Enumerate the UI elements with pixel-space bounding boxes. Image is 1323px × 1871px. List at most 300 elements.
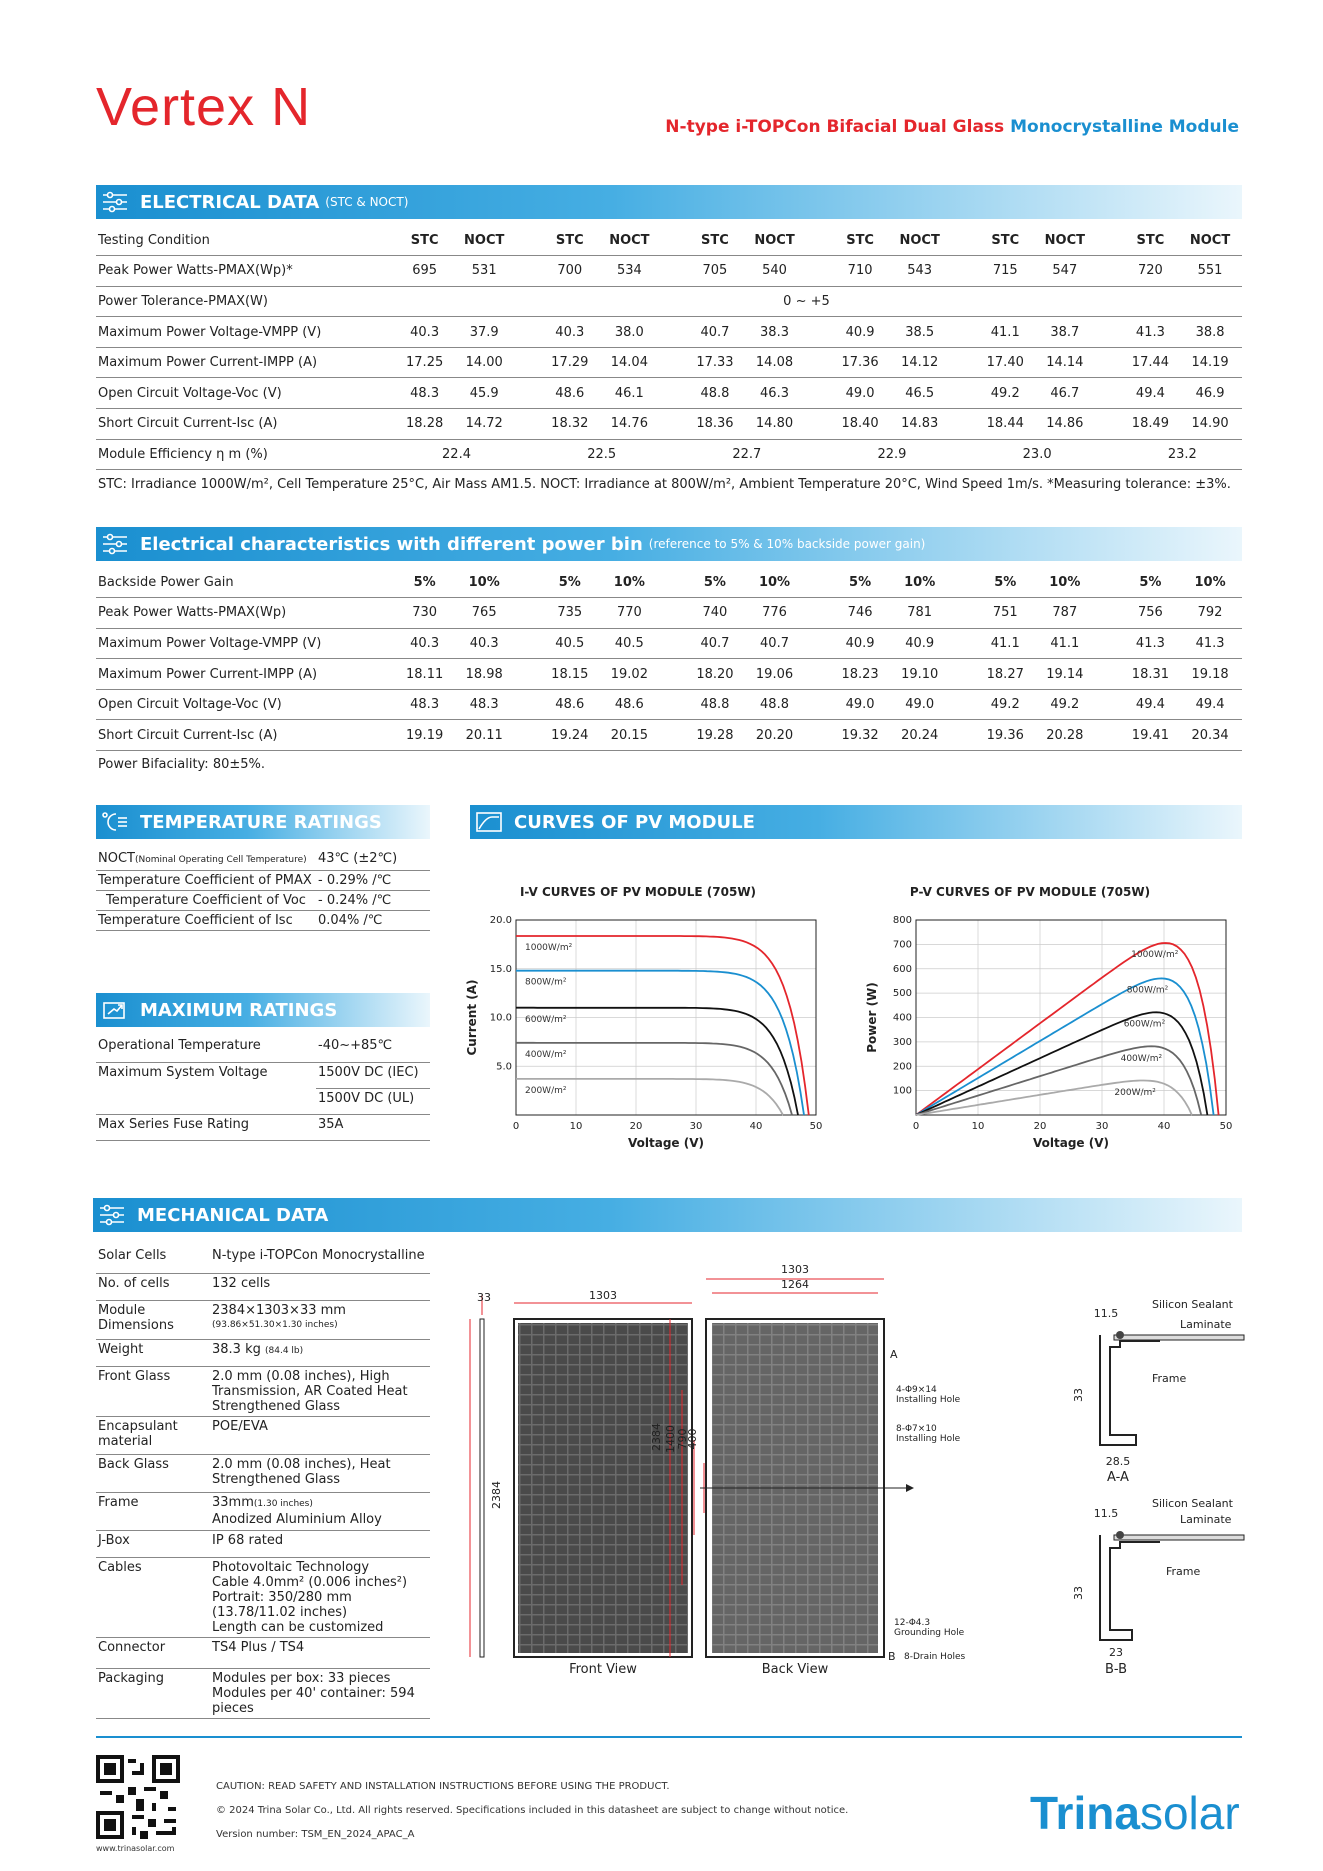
- cell-value: 14.12: [888, 347, 952, 378]
- cell-value: 49.4: [1178, 689, 1242, 720]
- dim-outer-width: 1303: [781, 1263, 809, 1276]
- cell-value: 5%: [661, 567, 742, 598]
- grounding-hole-callout: 12-Φ4.3: [894, 1618, 931, 1628]
- cell-value: 48.6: [516, 378, 597, 409]
- cell-value: 48.3: [452, 689, 516, 720]
- cell-value: 19.19: [371, 720, 452, 751]
- cell-value: 41.3: [1097, 317, 1178, 348]
- table-row: Weight 38.3 kg (84.4 lb): [96, 1339, 430, 1366]
- cell-value: STC: [371, 225, 452, 256]
- table-row: Encapsulant material POE/EVA: [96, 1416, 430, 1454]
- table-row: [96, 225, 1242, 256]
- x-axis-label: Voltage (V): [628, 1136, 704, 1150]
- row-label: Peak Power Watts-PMAX(Wp): [96, 598, 371, 629]
- cell-value: 14.08: [743, 347, 807, 378]
- cell-value: 20.11: [452, 720, 516, 751]
- cell-value: 23.0: [952, 439, 1097, 470]
- x-axis-label: Voltage (V): [1033, 1136, 1109, 1150]
- pv-chart-title: P-V CURVES OF PV MODULE (705W): [909, 885, 1151, 899]
- cell-value: 40.3: [516, 317, 597, 348]
- svg-text:Grounding Hole: Grounding Hole: [894, 1628, 965, 1638]
- cell-value: 18.44: [952, 409, 1033, 440]
- cell-value: 49.0: [806, 378, 887, 409]
- cell-value: 49.2: [1033, 689, 1097, 720]
- cell-value: 10%: [1178, 567, 1242, 598]
- series-label: 800W/m²: [1126, 985, 1169, 996]
- cell-value: 17.44: [1097, 347, 1178, 378]
- series-label: 400W/m²: [525, 1049, 567, 1060]
- cell-value: 14.86: [1033, 409, 1097, 440]
- cell-value: 49.0: [888, 689, 952, 720]
- row-label: Maximum Power Voltage-VMPP (V): [96, 317, 371, 348]
- table-row: Maximum System Voltage 1500V DC (IEC): [96, 1062, 430, 1088]
- cell-value: 46.1: [597, 378, 661, 409]
- section-a-marker: A: [890, 1348, 898, 1361]
- cell-value: 46.5: [888, 378, 952, 409]
- row-label: Power Tolerance-PMAX(W): [96, 286, 371, 317]
- cell-value: 10%: [743, 567, 807, 598]
- thermometer-icon: [98, 805, 132, 839]
- maximum-ratings-table: [96, 1036, 430, 1141]
- cell-value: 543: [888, 256, 952, 287]
- cell-value: 781: [888, 598, 952, 629]
- cell-value: 735: [516, 598, 597, 629]
- cell-value: 38.5: [888, 317, 952, 348]
- row-label: Short Circuit Current-Isc (A): [96, 720, 371, 751]
- svg-text:Laminate: Laminate: [1180, 1318, 1232, 1331]
- table-row: [96, 378, 1242, 409]
- cell-value: 17.40: [952, 347, 1033, 378]
- drain-holes-callout: 8-Drain Holes: [904, 1652, 966, 1662]
- dim-400: 400: [686, 1428, 699, 1450]
- table-row: Temperature Coefficient of Isc 0.04% /℃: [96, 911, 430, 931]
- cell-value: 765: [452, 598, 516, 629]
- cell-value: 40.9: [806, 317, 887, 348]
- cell-value: 18.49: [1097, 409, 1178, 440]
- cell-value: 41.1: [952, 317, 1033, 348]
- cell-value: NOCT: [743, 225, 807, 256]
- y-tick-label: 200: [892, 1061, 912, 1073]
- cell-value: 5%: [1097, 567, 1178, 598]
- table-row: [96, 659, 1242, 690]
- cell-value: 18.15: [516, 659, 597, 690]
- cell-value: 0 ~ +5: [371, 286, 1242, 317]
- dim-790: 790: [676, 1428, 689, 1450]
- cell-value: 46.7: [1033, 378, 1097, 409]
- row-label: Backside Power Gain: [96, 567, 371, 598]
- table-row: [96, 567, 1242, 598]
- x-tick-label: 50: [1219, 1121, 1233, 1132]
- cell-value: 38.3: [743, 317, 807, 348]
- cell-value: 18.23: [806, 659, 887, 690]
- cell-value: 19.28: [661, 720, 742, 751]
- row-label: Testing Condition: [96, 225, 371, 256]
- cell-value: 48.8: [743, 689, 807, 720]
- section-b-marker: B: [888, 1650, 896, 1663]
- install-hole-callout: 8-Φ7×10: [896, 1424, 937, 1434]
- cell-value: 49.4: [1097, 378, 1178, 409]
- website-url: www.trinasolar.com: [96, 1844, 175, 1853]
- cell-value: STC: [952, 225, 1033, 256]
- series-label: 800W/m²: [525, 977, 567, 988]
- table-row: Solar Cells N-type i-TOPCon Monocrystalline: [96, 1246, 430, 1273]
- cell-value: 18.40: [806, 409, 887, 440]
- dim-thickness: 33: [477, 1291, 491, 1304]
- cell-value: 48.8: [661, 689, 742, 720]
- cell-value: 41.3: [1178, 628, 1242, 659]
- x-tick-label: 20: [1033, 1121, 1047, 1132]
- svg-text:Installing Hole: Installing Hole: [896, 1434, 961, 1444]
- series-label: 400W/m²: [1120, 1053, 1163, 1064]
- table-row: [96, 628, 1242, 659]
- x-tick-label: 30: [689, 1121, 703, 1132]
- series-label: 200W/m²: [1114, 1087, 1156, 1098]
- cell-value: 48.3: [371, 378, 452, 409]
- y-tick-label: 500: [892, 988, 912, 1000]
- dim-inner-width: 1264: [781, 1278, 809, 1291]
- electrical-data-header: ELECTRICAL DATA (STC & NOCT): [96, 185, 1242, 219]
- maximum-ratings-header: MAXIMUM RATINGS: [96, 993, 430, 1027]
- electrical-note: STC: Irradiance 1000W/m², Cell Temperature 25°C, Air Mass AM1.5. NOCT: Irradiance at 800W/m², Ambient Temperature 20°C, Wind Speed 1m/s. *Measuring tolerance: ±3%.: [98, 477, 1231, 492]
- sliders-icon: [95, 1198, 129, 1232]
- section-aa: [1072, 1298, 1244, 1485]
- front-view-label: Front View: [569, 1662, 637, 1675]
- cell-value: 40.7: [661, 628, 742, 659]
- copyright-text: © 2024 Trina Solar Co., Ltd. All rights reserved. Specifications included in this datasheet are subject to change without notice.: [216, 1805, 849, 1816]
- svg-text:Laminate: Laminate: [1180, 1513, 1232, 1526]
- svg-text:Silicon Sealant: Silicon Sealant: [1152, 1497, 1233, 1510]
- cell-value: 14.90: [1178, 409, 1242, 440]
- series-label: 600W/m²: [1123, 1019, 1166, 1030]
- svg-text:Installing Hole: Installing Hole: [896, 1395, 961, 1405]
- cell-value: 10%: [888, 567, 952, 598]
- mechanical-data-header: MECHANICAL DATA: [93, 1198, 1242, 1232]
- temperature-ratings-header: TEMPERATURE RATINGS: [96, 805, 430, 839]
- box-arrow-icon: [98, 993, 132, 1027]
- cell-value: 18.27: [952, 659, 1033, 690]
- cell-value: 19.10: [888, 659, 952, 690]
- power-bin-header: Electrical characteristics with different power bin (reference to 5% & 10% backside power gain): [96, 527, 1242, 561]
- series-label: 200W/m²: [525, 1085, 567, 1096]
- cell-value: 19.36: [952, 720, 1033, 751]
- y-tick-label: 100: [892, 1085, 912, 1097]
- row-label: Open Circuit Voltage-Voc (V): [96, 689, 371, 720]
- cell-value: NOCT: [1033, 225, 1097, 256]
- svg-text:B-B: B-B: [1104, 1662, 1128, 1675]
- table-row: [96, 286, 1242, 317]
- cell-value: 792: [1178, 598, 1242, 629]
- cell-value: 20.24: [888, 720, 952, 751]
- mount-hole-callout: 4-Φ9×14: [896, 1385, 937, 1395]
- cell-value: STC: [806, 225, 887, 256]
- version-number: Version number: TSM_EN_2024_APAC_A: [216, 1829, 415, 1840]
- svg-text:11.5: 11.5: [1093, 1507, 1119, 1520]
- svg-text:11.5: 11.5: [1093, 1307, 1119, 1320]
- cell-value: 40.7: [743, 628, 807, 659]
- table-row: [96, 347, 1242, 378]
- cell-value: 756: [1097, 598, 1178, 629]
- mechanical-data-table: [96, 1246, 430, 1719]
- cell-value: 740: [661, 598, 742, 629]
- cell-value: 46.9: [1178, 378, 1242, 409]
- table-row: [96, 409, 1242, 440]
- row-label: Peak Power Watts-PMAX(Wp)*: [96, 256, 371, 287]
- cell-value: 20.15: [597, 720, 661, 751]
- curve-icon: [472, 805, 506, 839]
- cell-value: 22.4: [371, 439, 516, 470]
- cell-value: 19.24: [516, 720, 597, 751]
- table-row: Module Dimensions 2384×1303×33 mm (93.86×51.30×1.30 inches): [96, 1300, 430, 1339]
- cell-value: 40.3: [371, 317, 452, 348]
- table-row: 1500V DC (UL): [96, 1088, 430, 1114]
- cell-value: 551: [1178, 256, 1242, 287]
- cell-value: 48.8: [661, 378, 742, 409]
- row-label: Maximum Power Current-IMPP (A): [96, 659, 371, 690]
- x-tick-label: 50: [809, 1121, 823, 1132]
- cell-value: NOCT: [597, 225, 661, 256]
- temperature-ratings-table: [96, 849, 430, 931]
- cell-value: 547: [1033, 256, 1097, 287]
- cell-value: 534: [597, 256, 661, 287]
- table-row: Max Series Fuse Rating 35A: [96, 1114, 430, 1140]
- svg-text:23: 23: [1109, 1646, 1123, 1659]
- table-row: No. of cells 132 cells: [96, 1273, 430, 1300]
- table-row: [96, 256, 1242, 287]
- y-tick-label: 20.0: [489, 915, 512, 926]
- cell-value: 22.9: [806, 439, 951, 470]
- cell-value: 14.80: [743, 409, 807, 440]
- cell-value: 18.32: [516, 409, 597, 440]
- back-view: [650, 1263, 965, 1675]
- product-subtitle: N-type i-TOPCon Bifacial Dual Glass Monocrystalline Module: [665, 117, 1239, 137]
- dim-1400: 1400: [664, 1425, 677, 1453]
- row-label: Open Circuit Voltage-Voc (V): [96, 378, 371, 409]
- vertex-n-logo: Vertex N: [96, 77, 312, 137]
- cell-value: 14.14: [1033, 347, 1097, 378]
- cell-value: 695: [371, 256, 452, 287]
- y-tick-label: 15.0: [489, 963, 512, 975]
- electrical-data-table: [96, 225, 1242, 470]
- svg-text:Silicon Sealant: Silicon Sealant: [1152, 1298, 1233, 1311]
- x-tick-label: 20: [629, 1121, 643, 1132]
- x-tick-label: 40: [1157, 1121, 1171, 1132]
- cell-value: 18.20: [661, 659, 742, 690]
- cell-value: 770: [597, 598, 661, 629]
- cell-value: 20.20: [743, 720, 807, 751]
- table-row: Temperature Coefficient of PMAX - 0.29% /℃: [96, 871, 430, 891]
- dim-back-height: 2384: [650, 1423, 663, 1451]
- x-tick-label: 10: [971, 1121, 985, 1132]
- row-label: Maximum Power Current-IMPP (A): [96, 347, 371, 378]
- cell-value: 5%: [952, 567, 1033, 598]
- cell-value: 14.19: [1178, 347, 1242, 378]
- row-label: Maximum Power Voltage-VMPP (V): [96, 628, 371, 659]
- cell-value: 17.36: [806, 347, 887, 378]
- series-label: 1000W/m²: [1131, 950, 1179, 961]
- curves-header: CURVES OF PV MODULE: [470, 805, 1242, 839]
- bifaciality-note: Power Bifaciality: 80±5%.: [98, 757, 266, 772]
- table-row: Connector TS4 Plus / TS4: [96, 1637, 430, 1668]
- cell-value: 37.9: [452, 317, 516, 348]
- cell-value: 40.3: [452, 628, 516, 659]
- series-label: 1000W/m²: [525, 942, 573, 953]
- row-label: Module Efficiency η m (%): [96, 439, 371, 470]
- svg-text:Frame: Frame: [1166, 1565, 1201, 1578]
- cell-value: 40.3: [371, 628, 452, 659]
- sliders-icon: [98, 527, 132, 561]
- cell-value: 41.1: [952, 628, 1033, 659]
- series-line: [516, 1079, 783, 1115]
- footer-divider: [96, 1736, 1242, 1738]
- cell-value: 48.6: [597, 689, 661, 720]
- cell-value: 23.2: [1097, 439, 1242, 470]
- cell-value: 49.2: [952, 689, 1033, 720]
- y-tick-label: 400: [892, 1012, 912, 1024]
- pv-chart: [860, 905, 1250, 1155]
- cell-value: 17.29: [516, 347, 597, 378]
- svg-text:28.5: 28.5: [1105, 1455, 1131, 1468]
- dim-width: 1303: [589, 1289, 617, 1302]
- table-row: Packaging Modules per box: 33 pieces Modules per 40' container: 594 pieces: [96, 1668, 430, 1718]
- cell-value: 776: [743, 598, 807, 629]
- table-row: Cables Photovoltaic Technology Cable 4.0mm² (0.006 inches²) Portrait: 350/280 mm (13.78/11.02 inches) Length can be customized: [96, 1557, 430, 1637]
- cell-value: 14.00: [452, 347, 516, 378]
- cell-value: 18.11: [371, 659, 452, 690]
- cell-value: 38.8: [1178, 317, 1242, 348]
- cell-value: NOCT: [452, 225, 516, 256]
- y-tick-label: 700: [892, 939, 912, 951]
- cell-value: 715: [952, 256, 1033, 287]
- x-tick-label: 0: [512, 1121, 520, 1132]
- cell-value: 746: [806, 598, 887, 629]
- cell-value: 46.3: [743, 378, 807, 409]
- table-row: Operational Temperature -40~+85℃: [96, 1036, 430, 1062]
- cell-value: 40.9: [806, 628, 887, 659]
- dim-height: 2384: [490, 1481, 503, 1509]
- row-label: Short Circuit Current-Isc (A): [96, 409, 371, 440]
- y-tick-label: 300: [892, 1036, 912, 1048]
- cell-value: 540: [743, 256, 807, 287]
- iv-chart-title: I-V CURVES OF PV MODULE (705W): [519, 885, 757, 899]
- cell-value: 19.02: [597, 659, 661, 690]
- trina-solar-logo: Trinasolar: [1030, 1787, 1240, 1839]
- cell-value: 10%: [1033, 567, 1097, 598]
- cell-value: 14.72: [452, 409, 516, 440]
- x-tick-label: 30: [1095, 1121, 1109, 1132]
- cell-value: STC: [661, 225, 742, 256]
- cell-value: 49.2: [952, 378, 1033, 409]
- cell-value: 10%: [452, 567, 516, 598]
- cell-value: 38.7: [1033, 317, 1097, 348]
- cell-value: 751: [952, 598, 1033, 629]
- cell-value: 41.1: [1033, 628, 1097, 659]
- cell-value: 40.5: [597, 628, 661, 659]
- cell-value: 48.3: [371, 689, 452, 720]
- cell-value: 5%: [371, 567, 452, 598]
- cell-value: 19.18: [1178, 659, 1242, 690]
- table-row: [96, 720, 1242, 751]
- cell-value: 45.9: [452, 378, 516, 409]
- x-tick-label: 10: [569, 1121, 583, 1132]
- sliders-icon: [98, 185, 132, 219]
- cell-value: NOCT: [888, 225, 952, 256]
- cell-value: 18.98: [452, 659, 516, 690]
- svg-text:33: 33: [1072, 1388, 1085, 1402]
- cell-value: 40.9: [888, 628, 952, 659]
- cell-value: 531: [452, 256, 516, 287]
- y-tick-label: 600: [892, 963, 912, 975]
- cell-value: 14.83: [888, 409, 952, 440]
- cell-value: 14.04: [597, 347, 661, 378]
- cell-value: 19.06: [743, 659, 807, 690]
- cell-value: 5%: [806, 567, 887, 598]
- cell-value: 787: [1033, 598, 1097, 629]
- cell-value: 710: [806, 256, 887, 287]
- table-row: NOCT(Nominal Operating Cell Temperature) 43℃ (±2℃): [96, 849, 430, 871]
- cell-value: 5%: [516, 567, 597, 598]
- cell-value: 19.14: [1033, 659, 1097, 690]
- table-row: [96, 689, 1242, 720]
- cell-value: 18.31: [1097, 659, 1178, 690]
- svg-text:Frame: Frame: [1152, 1372, 1187, 1385]
- cell-value: 48.6: [516, 689, 597, 720]
- cell-value: 49.4: [1097, 689, 1178, 720]
- y-axis-label: Power (W): [865, 982, 879, 1053]
- cell-value: 14.76: [597, 409, 661, 440]
- module-drawing: [460, 1255, 1260, 1675]
- cell-value: 40.5: [516, 628, 597, 659]
- cell-value: 49.0: [806, 689, 887, 720]
- cell-value: 38.0: [597, 317, 661, 348]
- svg-text:A-A: A-A: [1107, 1470, 1129, 1485]
- cell-value: 17.25: [371, 347, 452, 378]
- svg-text:33: 33: [1072, 1586, 1085, 1600]
- cell-value: 41.3: [1097, 628, 1178, 659]
- cell-value: 18.36: [661, 409, 742, 440]
- cell-value: NOCT: [1178, 225, 1242, 256]
- cell-value: 20.34: [1178, 720, 1242, 751]
- cell-value: 40.7: [661, 317, 742, 348]
- table-row: [96, 317, 1242, 348]
- cell-value: 19.41: [1097, 720, 1178, 751]
- cell-value: 22.7: [661, 439, 806, 470]
- cell-value: 730: [371, 598, 452, 629]
- x-tick-label: 0: [912, 1121, 920, 1132]
- table-row: [96, 439, 1242, 470]
- x-tick-label: 40: [749, 1121, 763, 1132]
- cell-value: STC: [516, 225, 597, 256]
- table-row: Temperature Coefficient of Voc - 0.24% /℃: [96, 891, 430, 911]
- series-label: 600W/m²: [525, 1014, 567, 1025]
- y-axis-label: Current (A): [465, 979, 479, 1056]
- table-row: Back Glass 2.0 mm (0.08 inches), Heat Strengthened Glass: [96, 1454, 430, 1492]
- back-view-label: Back View: [761, 1662, 829, 1675]
- iv-chart: [460, 905, 830, 1155]
- cell-value: 10%: [597, 567, 661, 598]
- cell-value: 720: [1097, 256, 1178, 287]
- table-row: J-Box IP 68 rated: [96, 1530, 430, 1557]
- cell-value: 18.28: [371, 409, 452, 440]
- caution-text: CAUTION: READ SAFETY AND INSTALLATION INSTRUCTIONS BEFORE USING THE PRODUCT.: [216, 1781, 670, 1792]
- cell-value: 22.5: [516, 439, 661, 470]
- power-bin-table: [96, 567, 1242, 751]
- section-bb: [1072, 1497, 1244, 1675]
- front-view: [470, 1289, 692, 1675]
- table-row: Front Glass 2.0 mm (0.08 inches), High Transmission, AR Coated Heat Strengthened Glass: [96, 1366, 430, 1416]
- cell-value: STC: [1097, 225, 1178, 256]
- y-tick-label: 5.0: [496, 1061, 512, 1073]
- cell-value: 700: [516, 256, 597, 287]
